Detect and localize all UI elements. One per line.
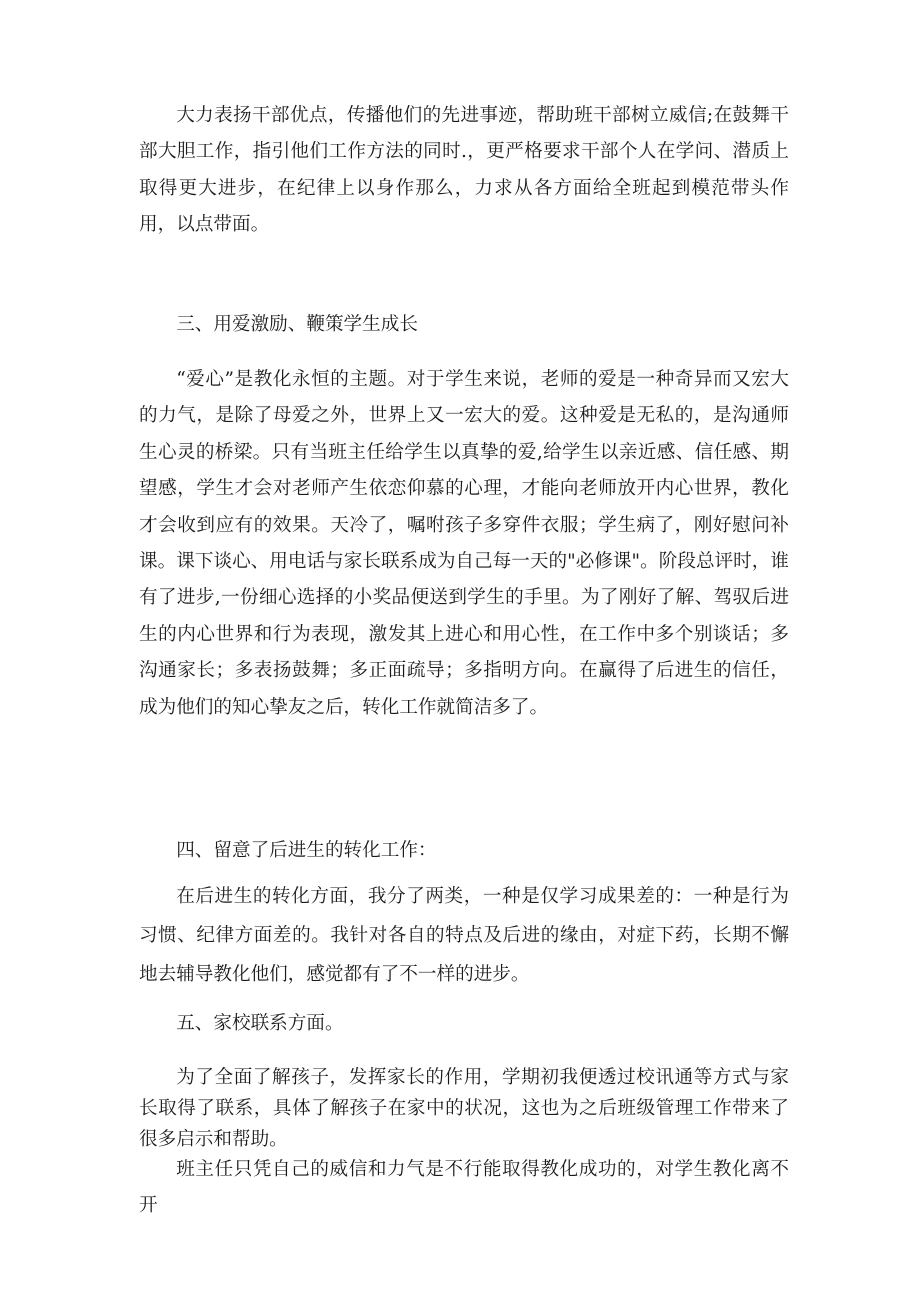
paragraph-teacher-authority: 班主任只凭自己的威信和力气是不行能取得教化成功的，对学生教化离不开 bbox=[139, 1159, 789, 1217]
section-heading-five: 五、家校联系方面。 bbox=[176, 1013, 344, 1034]
paragraph-love: “爱心”是教化永恒的主题。对于学生来说，老师的爱是一种奇异而又宏大的力气，是除了母爱之外，世界上又一宏大的爱。这种爱是无私的，是沟通师生心灵的桥梁。只有当班主任给学生以真挚的爱,给学生以亲近感、信任感、期望感，学生才会对老师产生依恋仰慕的心理，才能向老师放开内心世界，教化才会收到应有的效果。天冷了，嘱咐孩子多穿件衣服；学生病了，刚好慰问补课。课下谈心、用电话与家长联系成为自己每一天的"必修课"。阶段总评时，谁有了进步,一份细心选择的小奖品便送到学生的手里。为了刚好了解、驾驭后进生的内心世界和行为表现，激发其上进心和用心性，在工作中多个别谈话；多沟通家长；多表扬鼓舞；多正面疏导；多指明方向。在赢得了后进生的信任，成为他们的知心挚友之后，转化工作就简洁多了。 bbox=[139, 369, 789, 718]
paragraph-cadre-praise: 大力表扬干部优点，传播他们的先进事迹，帮助班干部树立威信;在鼓舞干部大胆工作，指引他们工作方法的同时.，更严格要求干部个人在学问、潜质上取得更大进步，在纪律上以身作那么，力求从各方面给全班起到模范带头作用，以点带面。 bbox=[139, 105, 789, 236]
paragraph-home-school: 为了全面了解孩子，发挥家长的作用，学期初我便透过校讯通等方式与家长取得了联系，具体了解孩子在家中的状况，这也为之后班级管理工作带来了很多启示和帮助。 bbox=[139, 1067, 789, 1150]
section-heading-four: 四、留意了后进生的转化工作： bbox=[176, 840, 437, 861]
paragraph-underachievers: 在后进生的转化方面，我分了两类，一种是仅学习成果差的：一种是行为习惯、纪律方面差的。我针对各自的特点及后进的缘由，对症下药，长期不懈地去辅导教化他们，感觉都有了不一样的进步。 bbox=[139, 886, 789, 985]
section-heading-three: 三、用爱激励、鞭策学生成长 bbox=[176, 314, 418, 335]
